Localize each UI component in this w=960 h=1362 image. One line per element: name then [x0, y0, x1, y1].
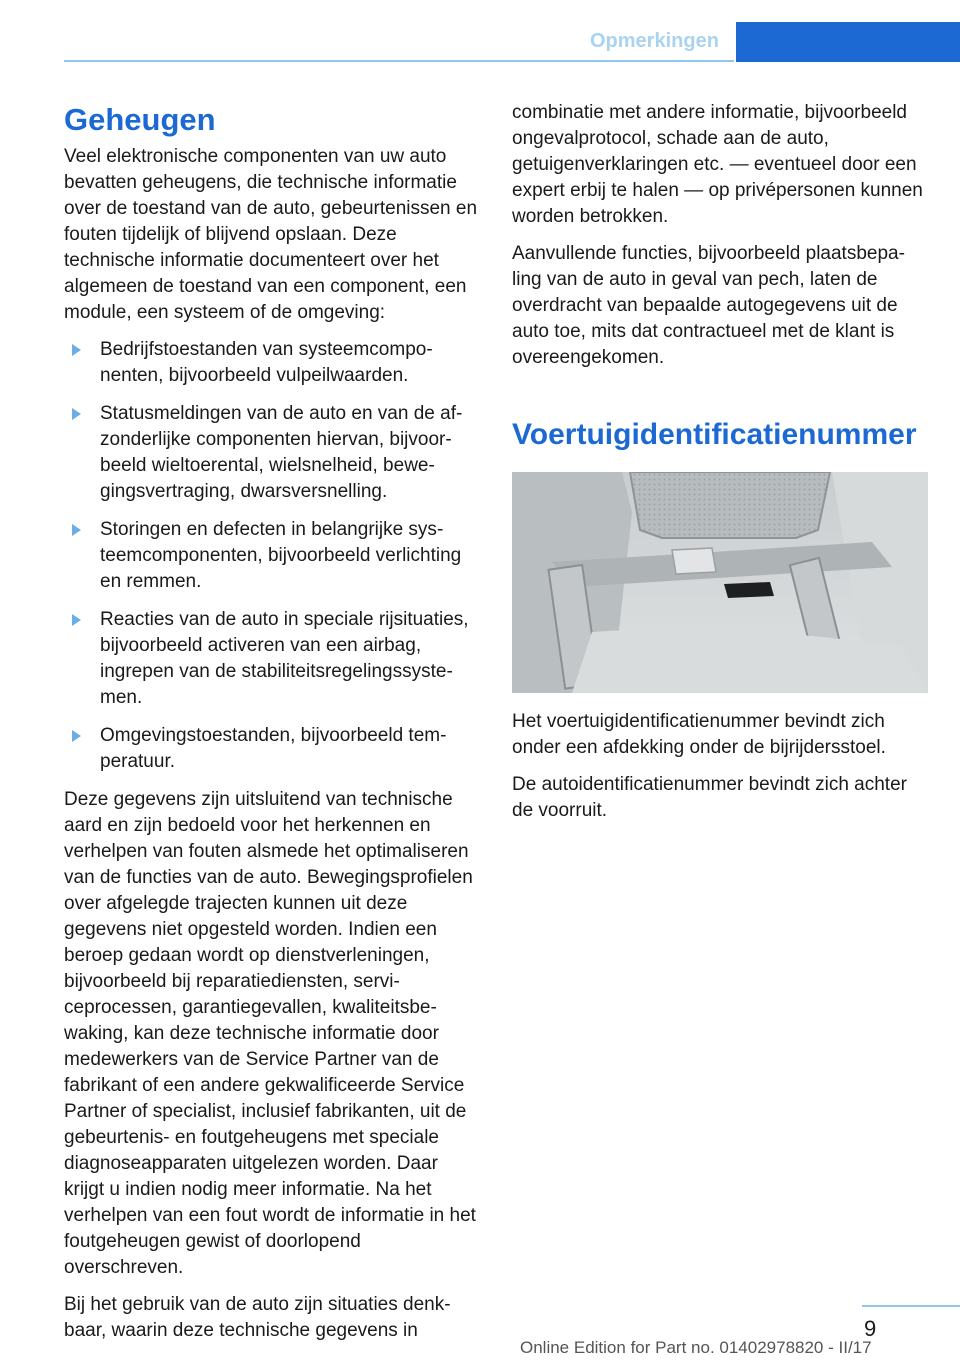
right-column — [512, 100, 926, 835]
triangle-bullet-icon — [72, 614, 81, 626]
section-title: Opmerkingen — [590, 30, 719, 52]
page-number: 9 — [864, 1316, 877, 1341]
list-item — [64, 337, 478, 389]
left-column — [64, 100, 478, 1355]
seat-vin-photo — [512, 472, 928, 693]
additional-functions-paragraph: Aanvullende functies, bijvoorbeeld plaatsbepaling van de auto in geval van pech, laten de overdracht van bepaalde autogegevens uit de auto toe, mits dat contractueel met de klant is overeengekomen. — [512, 243, 905, 368]
triangle-bullet-icon — [72, 730, 81, 742]
triangle-bullet-icon — [72, 344, 81, 356]
data-usage-paragraph: Deze gegevens zijn uitsluitend van technische aard en zijn bedoeld voor het herkennen en verhelpen van fouten alsmede het optimaliseren van de functies van de auto. Bewegingsprofielen over afgelegde trajecten kunnen uit deze gegevens niet opgesteld worden. Indien een beroep gedaan wordt op dienstverleningen, bijvoorbeeld bij reparatiediensten, serviceprocessen, garantiegevallen, kwaliteitsbewaking, kan deze technische informatie door medewerkers van de Service Partner van de fabrikant of een andere gekwalificeerde Service Partner of specialist, inclusief fabrikanten, uit de gebeurtenis- en foutgeheugens met speciale diagnoseapparaten uitgelezen worden. Daar krijgt u indien nodig meer informatie. Na het verhelpen van een fout wordt de informatie in het foutgeheugen gewist of doorlopend overschreven. — [64, 789, 476, 1278]
heading-geheugen: Geheugen — [64, 102, 216, 137]
list-item-text: Storingen en defecten in belangrijke systeemcomponenten, bijvoorbeeld verlichting en remmen. — [100, 519, 462, 592]
list-item — [64, 517, 478, 595]
continuation-paragraph: combinatie met andere informatie, bijvoorbeeld ongevalprotocol, schade aan de auto, getuigenverklaringen etc. — eventueel door een expert erbij te halen — op privépersonen kunnen worden betrokken. — [512, 102, 923, 227]
heading-vin: Voertuigidentificatienummer — [512, 418, 917, 451]
list-item — [64, 607, 478, 711]
windshield-vin-paragraph: De autoidentificatienummer bevindt zich achter de voorruit. — [512, 774, 907, 821]
edition-footer: Online Edition for Part no. 01402978820 - II/17 — [520, 1338, 872, 1357]
list-item-text: Omgevingstoestanden, bijvoorbeeld temperatuur. — [100, 725, 447, 772]
header-rule — [64, 60, 734, 62]
triangle-bullet-icon — [72, 408, 81, 420]
situations-paragraph: Bij het gebruik van de auto zijn situaties denkbaar, waarin deze technische gegevens in — [64, 1294, 451, 1341]
triangle-bullet-icon — [72, 524, 81, 536]
list-item — [64, 723, 478, 775]
vin-location-paragraph: Het voertuigidentificatienummer bevindt zich onder een afdekking onder de bijrijdersstoel. — [512, 711, 886, 758]
header-accent-block — [736, 22, 960, 62]
list-item-text: Statusmeldingen van de auto en van de afzonderlijke componenten hiervan, bijvoorbeeld wieltoerental, wielsnelheid, bewegingsvertraging, dwarsversnelling. — [100, 403, 463, 502]
list-item-text: Reacties van de auto in speciale rijsituaties, bijvoorbeeld activeren van een airbag, ingrepen van de stabiliteitsregelingssystemen. — [100, 609, 469, 708]
bullet-list — [64, 337, 478, 775]
list-item-text: Bedrijfstoestanden van systeemcomponenten, bijvoorbeeld vulpeilwaarden. — [100, 339, 433, 386]
intro-paragraph: Veel elektronische componenten van uw auto bevatten geheugens, die technische informatie over de toestand van de auto, gebeurtenissen en fouten tijdelijk of blijvend opslaan. Deze technische informatie documenteert over het algemeen de toestand van een component, een module, een systeem of de omgeving: — [64, 146, 478, 323]
footer-rule — [862, 1305, 960, 1307]
list-item — [64, 401, 478, 505]
